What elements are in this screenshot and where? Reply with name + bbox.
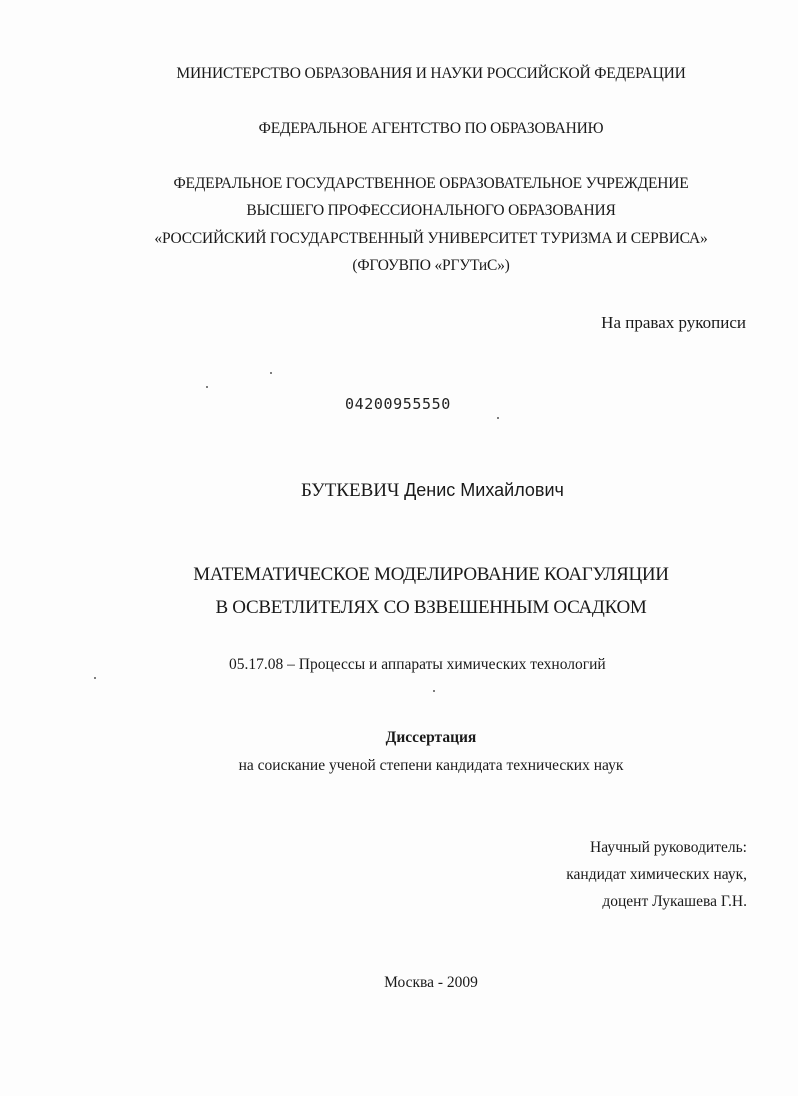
- supervisor-label: Научный руководитель:: [590, 839, 747, 856]
- scan-speck: [497, 417, 499, 419]
- supervisor-degree: кандидат химических наук,: [566, 866, 747, 883]
- scan-speck: [94, 677, 96, 679]
- author-surname: БУТКЕВИЧ: [301, 480, 400, 501]
- author-given-names: Денис Михайлович: [404, 480, 564, 500]
- institution-line-3: «РОССИЙСКИЙ ГОСУДАРСТВЕННЫЙ УНИВЕРСИТЕТ ТУРИЗМА И СЕРВИСА»: [154, 230, 708, 247]
- degree-sought: на соискание ученой степени кандидата технических наук: [238, 757, 624, 774]
- dissertation-label: Диссертация: [385, 729, 477, 746]
- supervisor-name: доцент Лукашева Г.Н.: [602, 893, 747, 910]
- scan-speck: [433, 690, 435, 692]
- institution-line-1: ФЕДЕРАЛЬНОЕ ГОСУДАРСТВЕННОЕ ОБРАЗОВАТЕЛЬНОЕ УЧРЕЖДЕНИЕ: [173, 175, 689, 192]
- author-name: [301, 481, 564, 500]
- specialty-code: 05.17.08 – Процессы и аппараты химических технологий: [229, 656, 606, 673]
- scan-speck: [206, 386, 208, 388]
- institution-line-2: ВЫСШЕГО ПРОФЕССИОНАЛЬНОГО ОБРАЗОВАНИЯ: [246, 202, 616, 219]
- serial-number: 04200955550: [345, 395, 451, 413]
- place-and-year: Москва - 2009: [384, 974, 478, 991]
- agency-heading: ФЕДЕРАЛЬНОЕ АГЕНТСТВО ПО ОБРАЗОВАНИЮ: [258, 120, 604, 137]
- manuscript-note: На правах рукописи: [601, 313, 746, 332]
- ministry-heading: МИНИСТЕРСТВО ОБРАЗОВАНИЯ И НАУКИ РОССИЙСКОЙ ФЕДЕРАЦИИ: [176, 65, 686, 82]
- dissertation-title-line-2: В ОСВЕТЛИТЕЛЯХ СО ВЗВЕШЕННЫМ ОСАДКОМ: [215, 597, 647, 618]
- scan-speck: [270, 372, 272, 374]
- institution-abbreviation: (ФГОУВПО «РГУТиС»): [352, 257, 510, 274]
- dissertation-title-line-1: МАТЕМАТИЧЕСКОЕ МОДЕЛИРОВАНИЕ КОАГУЛЯЦИИ: [193, 564, 669, 585]
